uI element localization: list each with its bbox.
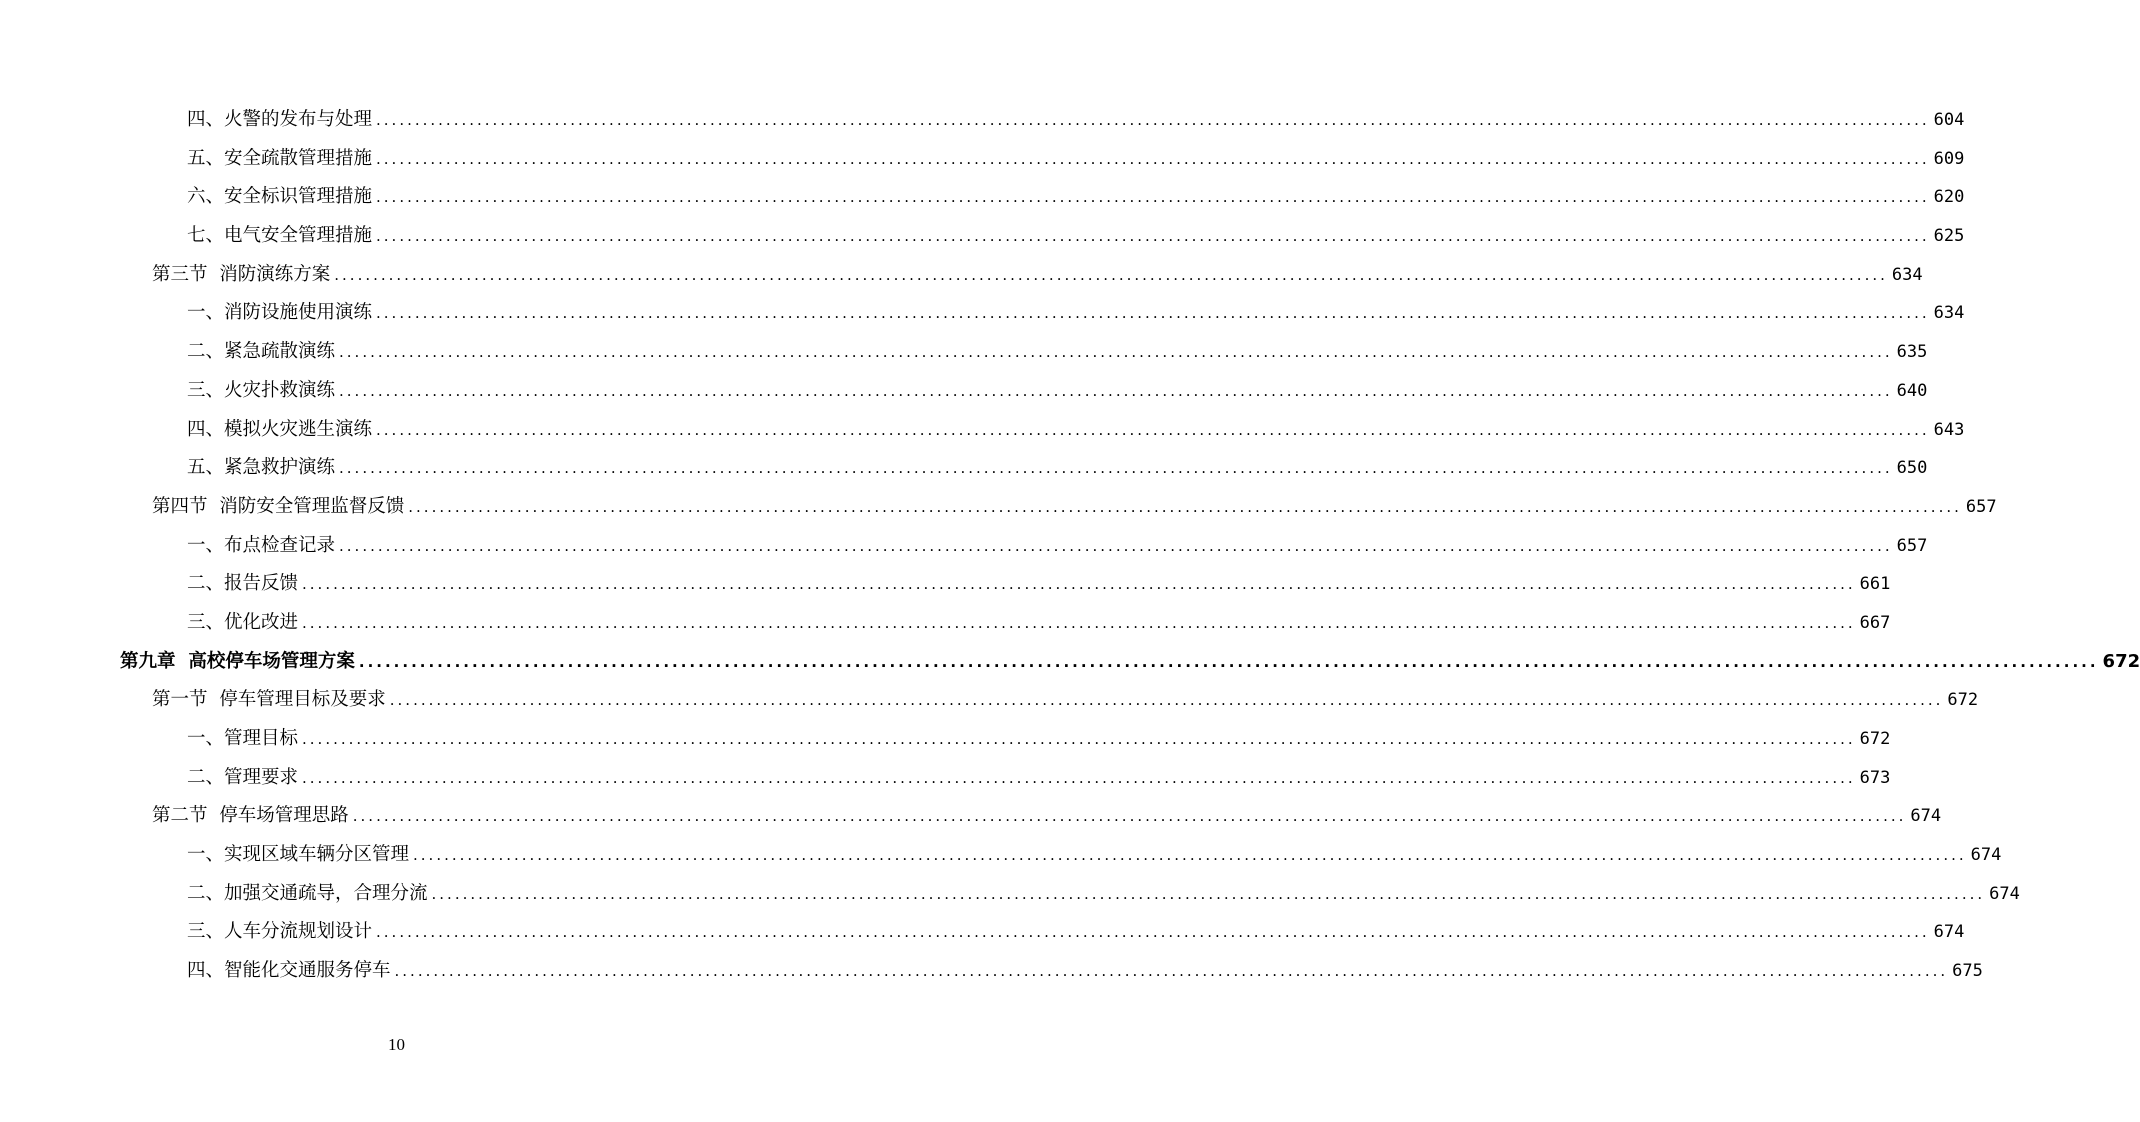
toc-entry-page: 604 [1933, 110, 1965, 130]
toc-entry-title: 一、消防设施使用演练 [187, 302, 373, 324]
toc-entry[interactable] [0, 217, 1965, 256]
toc-entry[interactable] [0, 952, 1983, 991]
toc-entry-title: 四、模拟火灾逃生演练 [187, 418, 373, 440]
dot-leader: ........................................................................................................................................................................................................ [408, 497, 1962, 516]
dot-leader: ........................................................................................................................................................................................................ [334, 265, 1888, 284]
dot-leader: ........................................................................................................................................................................................................ [376, 149, 1930, 168]
dot-leader: ........................................................................................................................................................................................................ [352, 807, 1907, 826]
toc-entry-title: 五、紧急救护演练 [187, 457, 336, 479]
toc-entry-title: 二、加强交通疏导，合理分流 [187, 882, 428, 904]
toc-entry[interactable] [0, 720, 1891, 759]
toc-entry[interactable] [0, 178, 1965, 217]
toc-entry[interactable] [0, 333, 1928, 372]
toc-entry-page: 675 [1952, 961, 1983, 982]
dot-leader: ........................................................................................................................................................................................................ [339, 381, 1893, 400]
toc-entry-title: 四、火警的发布与处理 [187, 109, 373, 130]
toc-entry-title: 第三节 消防演练方案 [152, 263, 331, 285]
toc-entry[interactable] [0, 101, 1965, 140]
toc-entry-page: 635 [1896, 342, 1928, 363]
toc-entry-title: 四、智能化交通服务停车 [187, 960, 391, 982]
toc-entry-title: 二、紧急疏散演练 [187, 341, 336, 363]
toc-entry-page: 661 [1859, 574, 1891, 595]
dot-leader: ........................................................................................................................................................................................................ [394, 962, 1949, 981]
toc-entry-page: 650 [1896, 458, 1928, 479]
toc-entry-page: 657 [1896, 535, 1928, 556]
toc-entry-title: 第四节 消防安全管理监督反馈 [152, 495, 405, 517]
toc-entry-title: 二、报告反馈 [187, 573, 299, 595]
toc-entry[interactable] [0, 449, 1928, 488]
toc-entry-page: 672 [1859, 729, 1891, 749]
toc-entry-page: 620 [1933, 187, 1965, 208]
toc-entry[interactable] [0, 875, 2020, 914]
toc-entry[interactable] [0, 527, 1928, 566]
dot-leader: ........................................................................................................................................................................................................ [376, 923, 1930, 942]
toc-entry-title: 第九章 高校停车场管理方案 [120, 650, 355, 672]
toc-entry[interactable] [0, 256, 1923, 295]
toc-entry-page: 643 [1933, 419, 1965, 440]
dot-leader: ........................................................................................................................................................................................................ [339, 536, 1893, 555]
dot-leader: ........................................................................................................................................................................................................ [358, 652, 2099, 671]
toc-entry[interactable] [0, 759, 1891, 798]
toc-entry-page: 625 [1933, 226, 1965, 247]
toc-entry-page: 674 [1970, 845, 2002, 866]
toc-entry[interactable] [0, 140, 1965, 179]
toc-entry-page: 672 [1947, 690, 1979, 711]
toc-entry[interactable] [0, 797, 1942, 836]
toc-entry-title: 第一节 停车管理目标及要求 [152, 689, 386, 711]
toc-entry[interactable] [0, 372, 1928, 411]
toc-entry-page: 657 [1965, 496, 1997, 517]
dot-leader: ........................................................................................................................................................................................................ [413, 846, 1967, 865]
toc-entry-title: 三、优化改进 [187, 611, 299, 633]
toc-entry[interactable] [0, 411, 1965, 450]
toc-entry-title: 第二节 停车场管理思路 [152, 805, 349, 827]
dot-leader: ........................................................................................................................................................................................................ [376, 188, 1930, 207]
toc-entry-page: 640 [1896, 380, 1928, 401]
toc-entry[interactable] [0, 565, 1891, 604]
toc-entry-title: 五、安全疏散管理措施 [187, 147, 373, 169]
toc-entry[interactable] [0, 643, 2140, 682]
toc-entry-title: 一、管理目标 [187, 728, 299, 749]
toc-entry-title: 二、管理要求 [187, 766, 299, 788]
dot-leader: ........................................................................................................................................................................................................ [389, 691, 1944, 710]
toc-entry-title: 一、实现区域车辆分区管理 [187, 844, 410, 866]
toc-entry-page: 673 [1859, 767, 1891, 788]
dot-leader: ........................................................................................................................................................................................................ [376, 227, 1930, 246]
toc-entry-title: 一、布点检查记录 [187, 534, 336, 556]
toc-entry-title: 六、安全标识管理措施 [187, 186, 373, 208]
dot-leader: ........................................................................................................................................................................................................ [376, 111, 1930, 129]
dot-leader: ........................................................................................................................................................................................................ [302, 768, 1856, 787]
dot-leader: ........................................................................................................................................................................................................ [339, 343, 1893, 362]
page-number: 10 [388, 1035, 405, 1054]
dot-leader: ........................................................................................................................................................................................................ [431, 884, 1986, 903]
toc-entry-page: 672 [2102, 650, 2140, 672]
toc-entry[interactable] [0, 836, 2002, 875]
toc-entry[interactable] [0, 681, 1979, 720]
toc-entry-title: 七、电气安全管理措施 [187, 225, 373, 247]
dot-leader: ........................................................................................................................................................................................................ [302, 575, 1856, 594]
toc-entry[interactable] [0, 488, 1997, 527]
toc-entry-page: 609 [1933, 148, 1965, 169]
dot-leader: ........................................................................................................................................................................................................ [376, 304, 1930, 323]
table-of-contents [0, 101, 2140, 991]
dot-leader: ........................................................................................................................................................................................................ [376, 420, 1930, 439]
toc-entry[interactable] [0, 913, 1965, 952]
toc-entry-title: 三、人车分流规划设计 [187, 921, 373, 943]
toc-entry-page: 667 [1859, 612, 1891, 633]
toc-entry-page: 634 [1933, 303, 1965, 324]
toc-entry-page: 674 [1989, 883, 2020, 904]
toc-entry-title: 三、火灾扑救演练 [187, 379, 336, 401]
dot-leader: ........................................................................................................................................................................................................ [302, 613, 1856, 632]
dot-leader: ........................................................................................................................................................................................................ [339, 459, 1893, 478]
toc-entry[interactable] [0, 604, 1891, 643]
toc-entry-page: 674 [1910, 806, 1942, 827]
dot-leader: ........................................................................................................................................................................................................ [302, 730, 1856, 748]
toc-entry[interactable] [0, 294, 1965, 333]
toc-entry-page: 634 [1891, 264, 1923, 285]
toc-entry-page: 674 [1933, 922, 1965, 943]
